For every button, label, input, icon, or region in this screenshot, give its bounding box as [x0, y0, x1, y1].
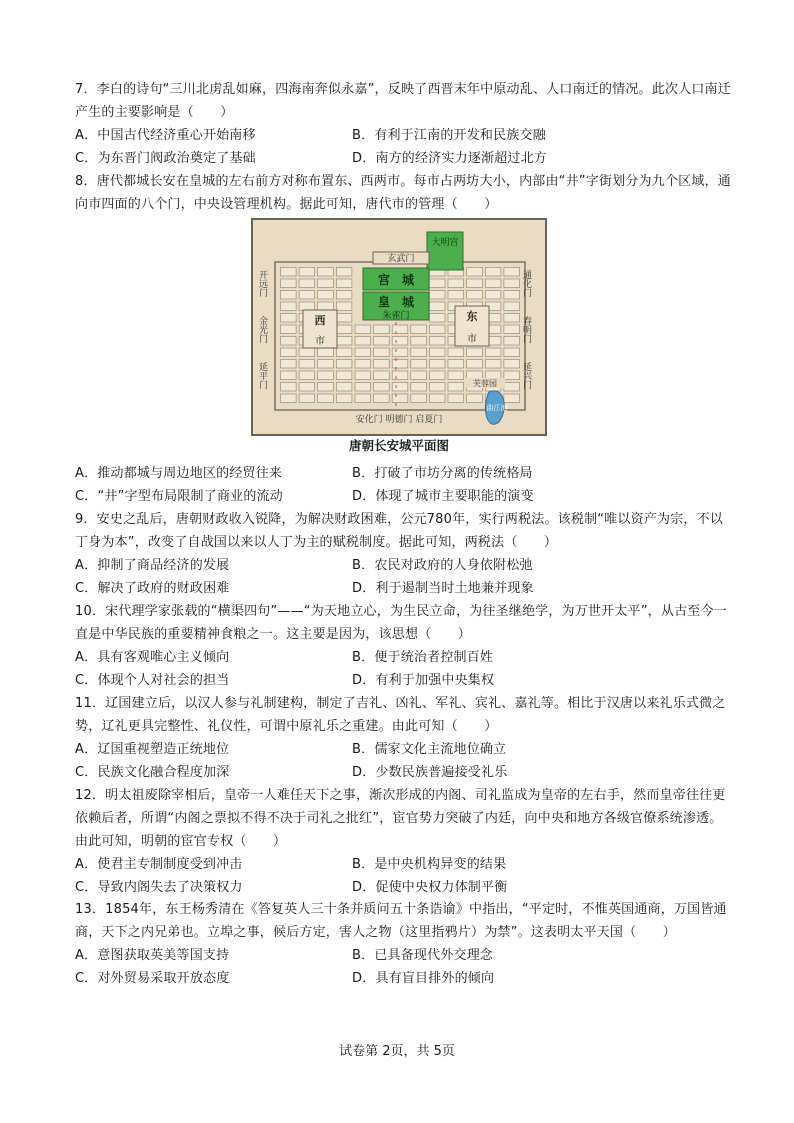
ward-block [392, 360, 408, 369]
ward-block [336, 302, 352, 311]
ward-block [467, 348, 483, 357]
question-stem: 7．李白的诗句“三川北虏乱如麻，四海南奔似永嘉”，反映了西晋末年中原动乱、人口南迁的情况。此次人口南迁产生的主要影响是（ ） [75, 82, 731, 120]
ward-block [281, 325, 297, 334]
ward-block [299, 360, 315, 369]
ward-block [411, 348, 427, 357]
gate-tonghua: 通化门 [521, 270, 531, 297]
ward-block [504, 302, 520, 311]
daminggong-label: 大明宫 [431, 238, 459, 248]
south-gates-label: 安化门 明德门 启夏门 [355, 415, 443, 425]
ward-block [299, 394, 315, 403]
option-c: C．“井”字型布局限制了商业的流动 [75, 489, 283, 504]
ward-block [281, 291, 297, 300]
ward-block [392, 325, 408, 334]
ward-block [485, 279, 501, 288]
ward-block [374, 325, 390, 334]
ward-block [281, 394, 297, 403]
ward-block [448, 394, 464, 403]
option-c: C．民族文化融合程度加深 [75, 765, 230, 780]
ward-block [411, 325, 427, 334]
ward-block [374, 371, 390, 380]
ward-block [336, 268, 352, 277]
ward-block [467, 394, 483, 403]
question-8 [75, 170, 735, 216]
ward-block [299, 302, 315, 311]
ward-block [374, 348, 390, 357]
ward-block [429, 394, 445, 403]
ward-block [336, 394, 352, 403]
ward-block [318, 291, 334, 300]
ward-block [504, 360, 520, 369]
ward-block [504, 337, 520, 346]
question-7 [75, 78, 735, 170]
ward-block [281, 383, 297, 392]
option-c: C．导致内阁失去了决策权力 [75, 880, 243, 895]
ward-block [355, 371, 371, 380]
ward-block [411, 360, 427, 369]
ward-block [355, 383, 371, 392]
page-footer: 试卷第 2页，共 5页 [339, 1044, 455, 1059]
ward-block [336, 360, 352, 369]
ward-block [448, 291, 464, 300]
question-13 [75, 898, 735, 990]
ward-block [504, 348, 520, 357]
options [75, 738, 735, 784]
ward-block [355, 360, 371, 369]
option-b: B．农民对政府的人身依附松弛 [352, 558, 533, 573]
map-caption: 唐朝长安城平面图 [348, 438, 449, 453]
ward-block [504, 291, 520, 300]
option-c: C．解决了政府的财政困难 [75, 581, 230, 596]
option-a: A．抑制了商品经济的发展 [75, 558, 230, 573]
ward-block [392, 394, 408, 403]
ward-block [318, 360, 334, 369]
ward-block [411, 383, 427, 392]
ward-block [504, 314, 520, 323]
question-stem: 10．宋代理学家张载的“横渠四句”——“为天地立心，为生民立命，为往圣继绝学，为万世开太平”，从古至今一直是中华民族的重要精神食粮之一。这主要是因为，该思想（ ） [75, 604, 727, 642]
option-b: B．便于统治者控制百姓 [352, 650, 494, 665]
ward-block [281, 279, 297, 288]
option-d: D．体现了城市主要职能的演变 [352, 489, 534, 504]
ward-block [299, 279, 315, 288]
option-b: B．有利于江南的开发和民族交融 [352, 128, 546, 143]
huangcheng-label: 皇 城 [377, 295, 415, 309]
ward-block [336, 325, 352, 334]
ward-block [429, 371, 445, 380]
ward-block [318, 268, 334, 277]
east-market-shi: 市 [467, 334, 477, 345]
ward-block [448, 371, 464, 380]
question-stem: 9．安史之乱后，唐朝财政收入锐降，为解决财政困难，公元780年，实行两税法。该税制“唯以资产为宗，不以丁身为本”，改变了自战国以来以人丁为主的赋税制度。据此可知，两税法（ ） [75, 512, 724, 550]
ward-block [411, 337, 427, 346]
option-d: D．少数民族普遍接受礼乐 [352, 765, 508, 780]
west-gate-labels [257, 270, 269, 402]
ward-block [281, 371, 297, 380]
ward-block [485, 268, 501, 277]
ward-block [429, 348, 445, 357]
ward-block [504, 325, 520, 334]
gate-kaiyuan: 开远门 [257, 270, 267, 297]
options [75, 646, 735, 692]
options [75, 554, 735, 600]
question-11 [75, 692, 735, 784]
east-market-label: 东 [466, 310, 478, 323]
ward-block [318, 279, 334, 288]
ward-block [336, 371, 352, 380]
ward-block [411, 371, 427, 380]
furongyuan-label: 芙蓉园 [473, 379, 497, 388]
ward-block [504, 279, 520, 288]
ward-block [429, 383, 445, 392]
option-b: B．儒家文化主流地位确立 [352, 742, 507, 757]
ward-block [448, 360, 464, 369]
ward-block [429, 314, 445, 323]
options [75, 462, 735, 508]
ward-block [429, 302, 445, 311]
east-gate-labels [521, 270, 533, 402]
option-c: C．为东晋门阀政治奠定了基础 [75, 151, 256, 166]
question-8-options [75, 462, 735, 508]
ward-block [392, 348, 408, 357]
ward-block [504, 268, 520, 277]
ward-block [299, 348, 315, 357]
ward-block [355, 394, 371, 403]
question-9 [75, 508, 735, 600]
ward-block [448, 348, 464, 357]
ward-block [374, 394, 390, 403]
option-c: C．体现个人对社会的担当 [75, 673, 230, 688]
ward-block [429, 360, 445, 369]
ward-block [281, 302, 297, 311]
ward-block [281, 360, 297, 369]
ward-block [485, 291, 501, 300]
ward-block [318, 394, 334, 403]
ward-block [318, 383, 334, 392]
options [75, 944, 735, 990]
option-d: D．利于遏制当时土地兼并现象 [352, 581, 534, 596]
ward-block [374, 360, 390, 369]
ward-block [299, 291, 315, 300]
ward-block [281, 268, 297, 277]
ward-block [336, 337, 352, 346]
option-b: B．打破了市坊分离的传统格局 [352, 466, 533, 481]
ward-block [504, 394, 520, 403]
ward-block [336, 314, 352, 323]
ward-block [504, 383, 520, 392]
west-market-label: 西 [314, 314, 326, 327]
changan-map [251, 218, 547, 458]
ward-block [429, 337, 445, 346]
ward-block [467, 360, 483, 369]
gate-chunming: 春明门 [521, 316, 531, 343]
ward-block [355, 337, 371, 346]
ward-block [448, 383, 464, 392]
option-c: C．对外贸易采取开放态度 [75, 971, 230, 986]
ward-block [355, 348, 371, 357]
option-d: D．南方的经济实力逐渐超过北方 [352, 151, 548, 166]
ward-block [392, 383, 408, 392]
qujiang-label: 曲江池 [486, 404, 508, 412]
ward-block [281, 314, 297, 323]
question-stem: 8．唐代都城长安在皇城的左右前方对称布置东、西两市。每市占两坊大小，内部由“井”字街划分为九个区域，通向市四面的八个门，中央设管理机构。据此可知，唐代市的管理（ ） [75, 174, 731, 212]
ward-block [374, 337, 390, 346]
option-a: A．推动都城与周边地区的经贸往来 [75, 466, 283, 481]
options [75, 853, 735, 899]
ward-block [485, 360, 501, 369]
ward-block [429, 279, 445, 288]
changan-map-image [251, 218, 547, 436]
option-d: D．具有盲目排外的倾向 [352, 971, 495, 986]
ward-block [299, 383, 315, 392]
ward-block [336, 279, 352, 288]
question-stem: 13．1854年，东王杨秀清在《答复英人三十条并质问五十条诰谕》中指出，“平定时，不惟英国通商，万国皆通商，天下之内兄弟也。立埠之事，候后方定，害人之物（这里指鸦片）为禁”。这表明太平天国（ ） [75, 902, 727, 940]
options [75, 124, 735, 170]
question-stem: 12．明太祖废除宰相后，皇帝一人难任天下之事，渐次形成的内阁、司礼监成为皇帝的左右手，然而皇帝往往更依赖后者，所谓“内阁之票拟不得不决于司礼之批红”，宦官势力突破了内廷，向中央和地方各级官僚系统渗透。由此可知，明朝的宦官专权（ ） [75, 788, 726, 849]
ward-block [281, 337, 297, 346]
ward-block [448, 279, 464, 288]
ward-block [318, 348, 334, 357]
question-10 [75, 600, 735, 692]
ward-block [318, 371, 334, 380]
option-d: D．促使中央权力体制平衡 [352, 880, 508, 895]
ward-block [318, 302, 334, 311]
ward-block [299, 371, 315, 380]
option-b: B．是中央机构异变的结果 [352, 857, 507, 872]
ward-block [336, 348, 352, 357]
ward-block [485, 348, 501, 357]
ward-block [429, 325, 445, 334]
ward-block [374, 383, 390, 392]
ward-block [467, 291, 483, 300]
ward-block [392, 337, 408, 346]
question-12 [75, 784, 735, 899]
ward-block [467, 279, 483, 288]
gate-jinguang: 金光门 [257, 316, 267, 343]
option-a: A．具有客观唯心主义倾向 [75, 650, 230, 665]
ward-block [392, 371, 408, 380]
ward-block [336, 291, 352, 300]
gate-yanxing: 延兴门 [521, 362, 531, 389]
ward-block [504, 371, 520, 380]
option-a: A．意图获取英美等国支持 [75, 948, 230, 963]
ward-block [467, 268, 483, 277]
ward-block [299, 268, 315, 277]
option-a: A．使君主专制制度受到冲击 [75, 857, 243, 872]
option-b: B．已具备现代外交理念 [352, 948, 494, 963]
ward-block [355, 325, 371, 334]
xuanwumen-label: 玄武门 [387, 254, 415, 264]
ward-block [281, 348, 297, 357]
gongcheng-label: 宫 城 [377, 273, 415, 287]
option-a: A．中国古代经济重心开始南移 [75, 128, 256, 143]
gate-yanping: 延平门 [257, 362, 267, 389]
ward-block [411, 394, 427, 403]
west-market-shi: 市 [315, 336, 325, 347]
question-stem: 11．辽国建立后，以汉人参与礼制建构，制定了吉礼、凶礼、军礼、宾礼、嘉礼等。相比于汉唐以来礼乐式微之势，辽礼更具完整性、礼仪性，可谓中原礼乐之重建。由此可知（ ） [75, 696, 726, 734]
option-a: A．辽国重视塑造正统地位 [75, 742, 230, 757]
zhuquemen-label: 朱雀门 [382, 311, 410, 321]
ward-block [429, 291, 445, 300]
option-d: D．有利于加强中央集权 [352, 673, 495, 688]
ward-block [336, 383, 352, 392]
